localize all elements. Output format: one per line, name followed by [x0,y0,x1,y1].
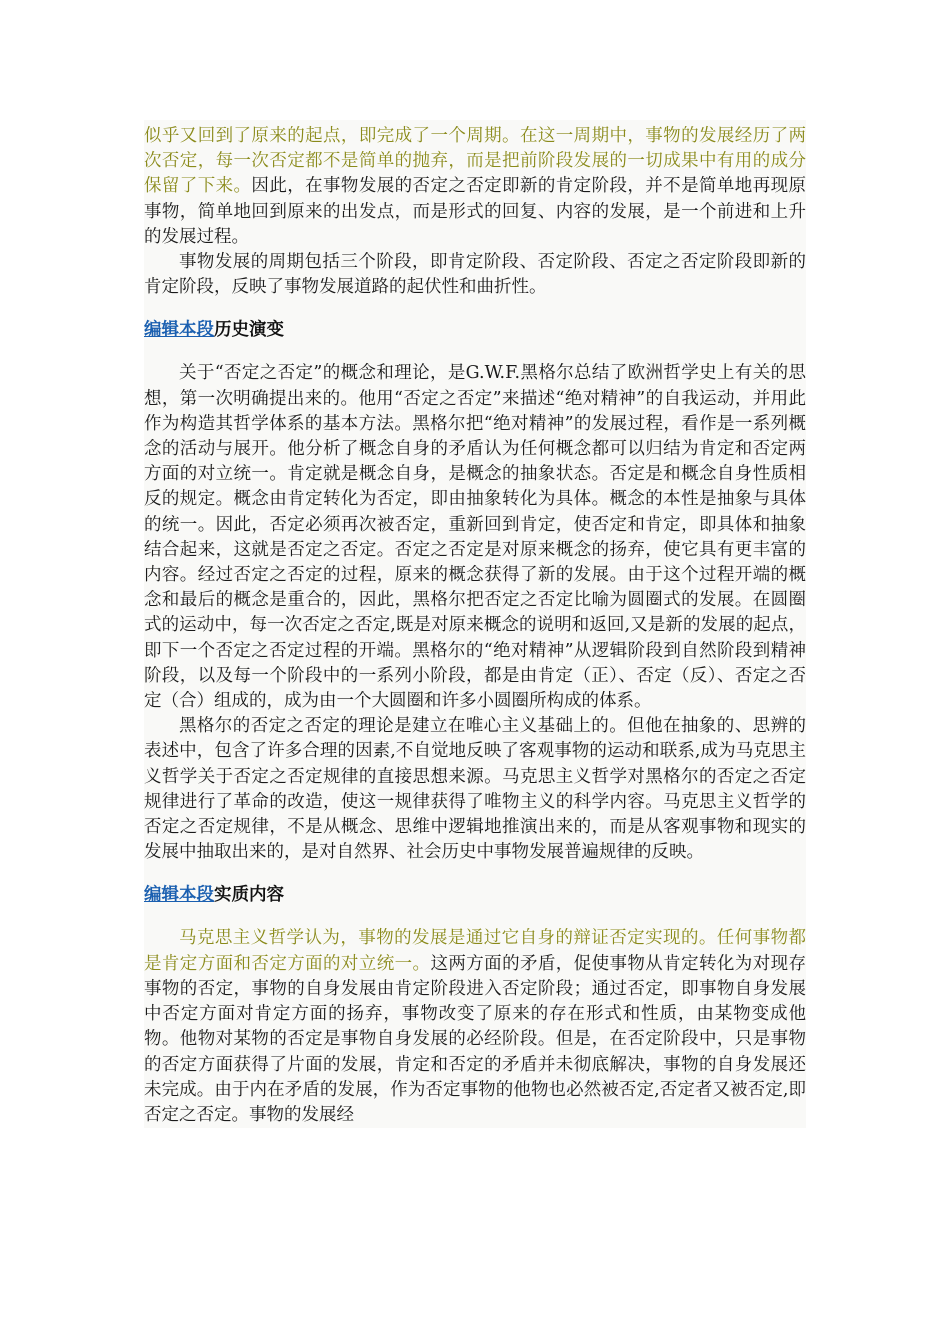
intro-paragraph-2: 事物发展的周期包括三个阶段，即肯定阶段、否定阶段、否定之否定阶段即新的肯定阶段，反映了事物发展道路的起伏性和曲折性。 [144,252,806,298]
article-body [144,120,806,1128]
history-paragraph-2: 黑格尔的否定之否定的理论是建立在唯心主义基础上的。但他在抽象的、思辨的表述中，包含了许多合理的因素,不自觉地反映了客观事物的运动和联系,成为马克思主义哲学关于否定之否定规律的直接思想来源。马克思主义哲学对黑格尔的否定之否定规律进行了革命的改造，使这一规律获得了唯物主义的科学内容。马克思主义哲学的否定之否定规律，不是从概念、思维中逻辑地推演出来的，而是从客观事物和现实的发展中抽取出来的，是对自然界、社会历史中事物发展普遍规律的反映。 [144,716,806,863]
essence-paragraph-1 [144,926,806,1128]
section-heading-essence [144,883,806,908]
history-paragraph-1: 关于“否定之否定”的概念和理论，是G.W.F.黑格尔总结了欧洲哲学史上有关的思想，第一次明确提出来的。他用“否定之否定”来描述“绝对精神”的自我运动，并用此作为构造其哲学体系的基本方法。黑格尔把“绝对精神”的发展过程，看作是一系列概念的活动与展开。他分析了概念自身的矛盾认为任何概念都可以归结为肯定和否定两方面的对立统一。肯定就是概念自身，是概念的抽象状态。否定是和概念自身性质相反的规定。概念由肯定转化为否定，即由抽象转化为具体。概念的本性是抽象与具体的统一。因此，否定必须再次被否定，重新回到肯定，使否定和肯定，即具体和抽象结合起来，这就是否定之否定。否定之否定是对原来概念的扬弃，使它具有更丰富的内容。经过否定之否定的过程，原来的概念获得了新的发展。由于这个过程开端的概念和最后的概念是重合的，因此，黑格尔把否定之否定比喻为圆圈式的发展。在圆圈式的运动中，每一次否定之否定,既是对原来概念的说明和返回,又是新的发展的起点，即下一个否定之否定过程的开端。黑格尔的“绝对精神”从逻辑阶段到自然阶段到精神阶段，以及每一个阶段中的一系列小阶段，都是由肯定（正）、否定（反）、否定之否定（合）组成的，成为由一个大圆圈和许多小圆圈所构成的体系。 [144,363,806,712]
paragraph-text: 这两方面的矛盾，促使事物从肯定转化为对现存事物的否定，事物的自身发展由肯定阶段进入否定阶段；通过否定，即事物自身发展中否定方面对肯定方面的扬弃，事物改变了原来的存在形式和性质，由某物变成他物。他物对某物的否定是事物自身发展的必经阶段。但是，在否定阶段中，只是事物的否定方面获得了片面的发展，肯定和否定的矛盾并未彻底解决，事物的自身发展还未完成。由于内在矛盾的发展，作为否定事物的他物也必然被否定,否定者又被否定,即否定之否定。事物的发展经 [144,953,807,1125]
paragraph-text: 因此，在事物发展的否定之否定即新的肯定阶段，并不是简单地再现原事物，简单地回到原来的出发点，而是形式的回复、内容的发展，是一个前进和上升的发展过程。 [144,176,807,247]
section-heading-history [144,318,806,343]
edit-section-link[interactable]: 编辑本段 [144,885,214,906]
highlighted-text: 马克思主义哲学认为，事物的发展是通过它自身的辩证否定实现的。任何事物都是肯定方面和否定方面的对立统一。 [144,928,806,974]
section-title: 实质内容 [214,885,284,906]
section-title: 历史演变 [214,320,284,341]
intro-paragraph-1 [144,124,806,250]
highlighted-text: 似乎又回到了原来的起点，即完成了一个周期。在这一周期中，事物的发展经历了两次否定，每一次否定都不是简单的抛弃，而是把前阶段发展的一切成果中有用的成分保留了下来。 [144,126,806,197]
edit-section-link[interactable]: 编辑本段 [144,320,214,341]
